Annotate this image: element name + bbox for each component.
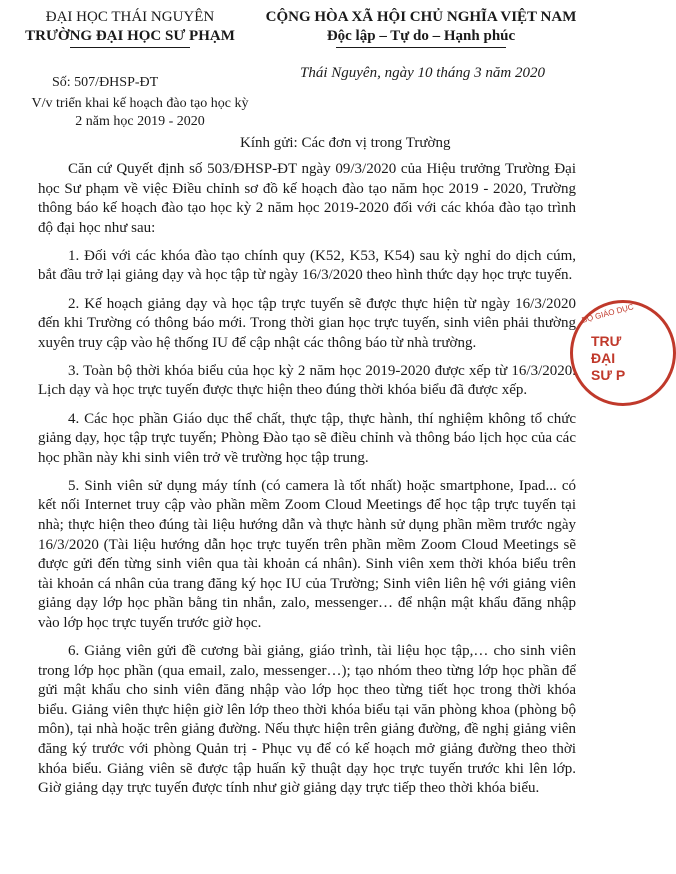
university-name: ĐẠI HỌC THÁI NGUYÊN xyxy=(45,9,215,25)
paragraph-item-6: 6. Giảng viên gửi đề cương bài giảng, giáo trình, tài liệu học tập,… cho sinh viên trong lớp học phần (qua email, zalo, messenger…); tạo nhóm theo từng lớp học phần để gửi mật khẩu cho sinh viên đăng nhập vào lớp học theo từng tiết học trong thời khóa biểu. Giảng viên thực hiện giờ lên lớp theo thời khóa biểu tại văn phòng khoa (phòng bộ môn), tại nhà hoặc trên giảng đường. Nếu thực hiện trên giảng đường, đề nghị giảng viên đăng ký trước với phòng Quản trị - Phục vụ để có kế hoạch mở giảng đường theo thời khóa biểu. Giảng viên sẽ được tập huấn kỹ thuật dạy học trực tuyến trước khi lên lớp. Giờ giảng dạy trực tuyến được tính như giờ giảng dạy trực tiếp theo thời khóa biểu. xyxy=(38,643,576,797)
school-name: TRƯỜNG ĐẠI HỌC SƯ PHẠM xyxy=(25,28,235,44)
issuer-header xyxy=(20,8,240,48)
motto: Độc lập – Tự do – Hạnh phúc xyxy=(326,28,516,44)
seal-line-3: SƯ P xyxy=(591,367,626,383)
seal-ring-text: BỘ GIÁO DỤC xyxy=(580,302,635,325)
country-name: CỘNG HÒA XÃ HỘI CHỦ NGHĨA VIỆT NAM xyxy=(265,9,577,25)
seal-center-text xyxy=(591,333,625,384)
national-header xyxy=(246,8,596,48)
official-seal xyxy=(570,300,676,406)
paragraph-intro: Căn cứ Quyết định số 503/ĐHSP-ĐT ngày 09/3/2020 của Hiệu trưởng Trường Đại học Sư phạm về việc Điều chỉnh sơ đồ kế hoạch đào tạo năm học 2019 - 2020, Trường thông báo kế hoạch đào tạo học kỳ 2 năm học 2019-2020 đối với các khóa đào tạo trình độ đại học như sau: xyxy=(38,161,576,236)
paragraph-item-5: 5. Sinh viên sử dụng máy tính (có camera là tốt nhất) hoặc smartphone, Ipad... có kết nối Internet truy cập vào phần mềm Zoom Cloud Meetings để học tập trực tuyến tại nhà; thực hiện theo đúng tài liệu hướng dẫn và thực hành sử dụng phần mềm trước ngày 16/3/2020 (Tài liệu hướng dẫn học trực tuyến trên phần mềm Zoom Cloud Meetings sẽ được gửi đến từng sinh viên qua tài khoản cá nhân). Sinh viên xem thời khóa biểu trên tài khoản cá nhân của trang đăng ký học IU của Trường; Sinh viên liên hệ với giảng viên giảng dạy lớp học phần bằng tin nhắn, zalo, messenger… để nhận mật khẩu đăng nhập vào lớp học trực tuyến trước giờ học. xyxy=(38,477,576,631)
seal-line-2: ĐẠI xyxy=(591,350,616,366)
paragraph-item-2: 2. Kế hoạch giảng dạy và học tập trực tuyến sẽ được thực hiện từ ngày 16/3/2020 đến khi Trường có thông báo mới. Trong thời gian học trực tuyến, sinh viên phải thường xuyên truy cập vào hệ thống IU để cập nhật các thông báo từ nhà trường. xyxy=(38,295,576,351)
paragraph-item-1: 1. Đối với các khóa đào tạo chính quy (K52, K53, K54) sau kỳ nghỉ do dịch cúm, bắt đầu trở lại giảng dạy và học tập từ ngày 16/3/2020 theo hình thức dạy học trực tuyến. xyxy=(38,247,576,284)
document-number: Số: 507/ĐHSP-ĐT xyxy=(52,75,159,90)
paragraph-item-3: 3. Toàn bộ thời khóa biểu của học kỳ 2 năm học 2019-2020 được xếp từ 16/3/2020. Lịch dạy và học trực tuyến được thực hiện theo đúng thời khóa biểu đã được xếp. xyxy=(38,362,576,399)
motto-divider xyxy=(336,47,506,48)
seal-line-1: TRƯ xyxy=(591,333,622,349)
issuer-divider xyxy=(70,47,190,48)
paragraph-item-4: 4. Các học phần Giáo dục thể chất, thực tập, thực hành, thí nghiệm không tổ chức giảng dạy, học tập trực tuyến; Phòng Đào tạo sẽ điều chỉnh và thông báo lịch học của các học phần này khi sinh viên trở về trường học tập trung. xyxy=(38,410,576,466)
salutation: Kính gửi: Các đơn vị trong Trường xyxy=(240,135,451,151)
document-subject: V/v triển khai kế hoạch đào tạo học kỳ 2 năm học 2019 - 2020 xyxy=(31,96,249,129)
document-body xyxy=(38,160,576,807)
document-date: Thái Nguyên, ngày 10 tháng 3 năm 2020 xyxy=(300,65,545,81)
